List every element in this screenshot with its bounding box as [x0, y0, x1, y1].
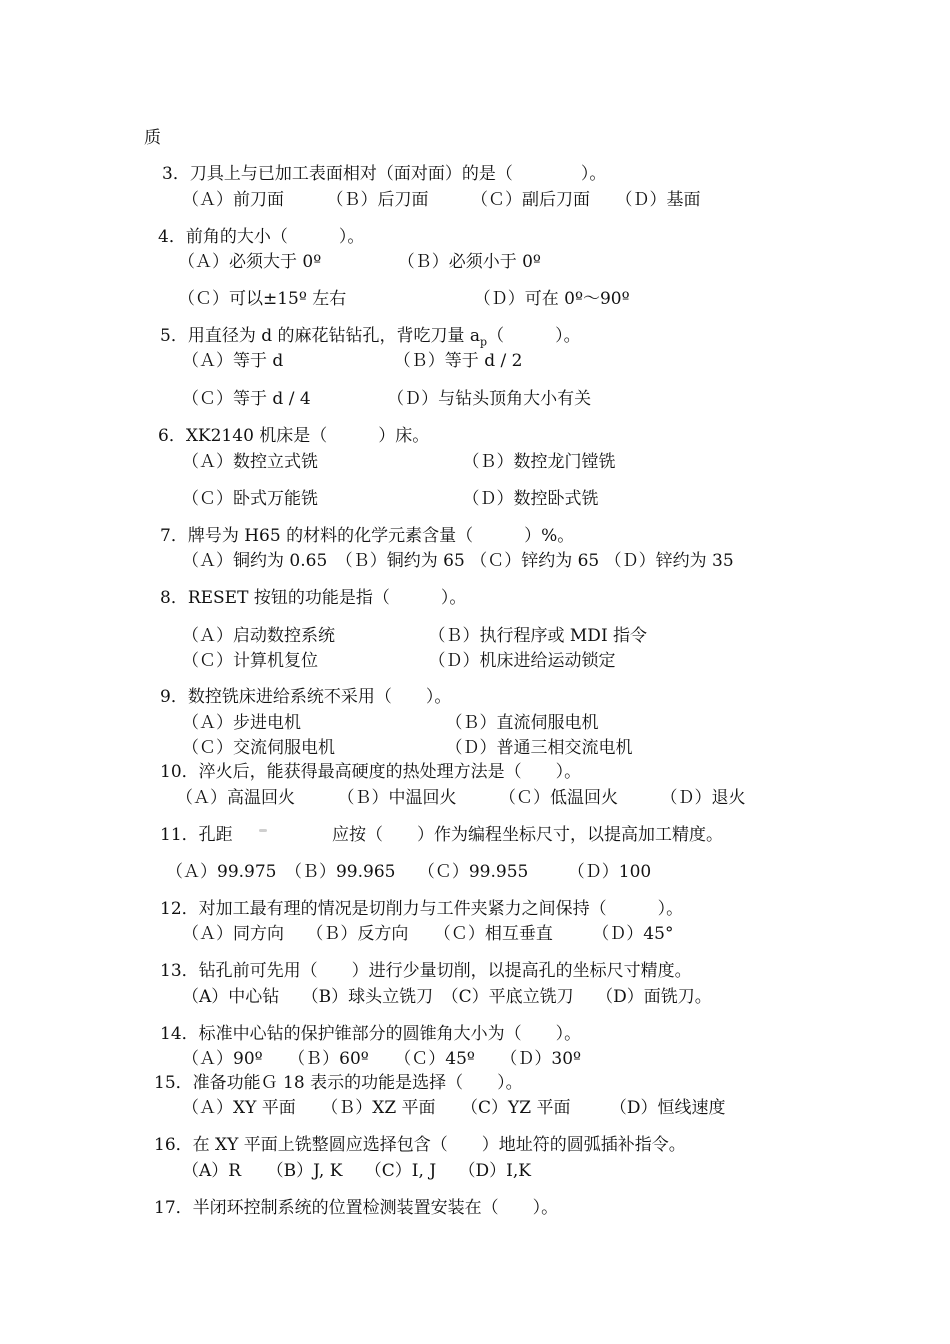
question-10: 10．淬火后，能获得最高硬度的热处理方法是（ ）。: [160, 762, 582, 782]
question-4-options-cd: （Ｃ）可以±15º 左右 （Ｄ）可在 0º～90º: [178, 289, 630, 309]
question-9: 9．数控铣床进给系统不采用（ ）。: [160, 687, 452, 707]
question-13-options: （A）中心钻 （B）球头立铣刀 （C）平底立铣刀 （D）面铣刀。: [182, 987, 712, 1007]
question-7: 7．牌号为 H65 的材料的化学元素含量（ ）%。: [160, 526, 575, 546]
question-12: 12．对加工最有理的情况是切削力与工件夹紧力之间保持（ ）。: [160, 899, 684, 919]
question-14-options: （Ａ）90º （Ｂ）60º （Ｃ）45º （Ｄ）30º: [182, 1049, 582, 1069]
question-11-rest: 应按（ ）作为编程坐标尺寸，以提高加工精度。: [332, 825, 723, 845]
question-6: 6．XK2140 机床是（ ）床。: [158, 426, 430, 446]
question-14: 14．标准中心钻的保护锥部分的圆锥角大小为（ ）。: [160, 1024, 582, 1044]
question-17: 17．半闭环控制系统的位置检测装置安装在（ ）。: [154, 1198, 559, 1218]
question-8: 8．RESET 按钮的功能是指（ ）。: [160, 588, 467, 608]
question-11-start: 11．孔距: [160, 825, 233, 845]
question-15: 15．准备功能Ｇ 18 表示的功能是选择（ ）。: [154, 1073, 523, 1093]
question-6-options-ab: （Ａ）数控立式铣 （Ｂ）数控龙门镗铣: [182, 452, 616, 472]
question-8-options-cd: （Ｃ）计算机复位 （Ｄ）机床进给运动锁定: [182, 651, 616, 671]
question-9-options-ab: （Ａ）步进电机 （Ｂ）直流伺服电机: [182, 713, 599, 733]
question-16-options: （A）R （B）J, K （C）I, J （D）I,K: [182, 1161, 531, 1181]
question-7-options: （Ａ）铜约为 0.65 （Ｂ）铜约为 65 （Ｃ）锌约为 65 （Ｄ）锌约为 35: [182, 551, 734, 571]
question-9-options-cd: （Ｃ）交流伺服电机 （Ｄ）普通三相交流电机: [182, 738, 633, 758]
question-5-text: 5．用直径为 d 的麻花钻钻孔，背吃刀量 a: [160, 326, 481, 346]
question-3: 3．刀具上与已加工表面相对（面对面）的是（ ）。: [162, 164, 607, 184]
question-5-options-ab: （Ａ）等于 d （Ｂ）等于 d / 2: [182, 351, 523, 371]
question-5: [160, 326, 581, 352]
question-5-options-cd: （Ｃ）等于 d / 4 （Ｄ）与钻头顶角大小有关: [182, 389, 592, 409]
question-4: 4．前角的大小（ ）。: [158, 227, 365, 247]
question-13: 13．钻孔前可先用（ ）进行少量切削，以提高孔的坐标尺寸精度。: [160, 961, 692, 981]
question-12-options: （Ａ）同方向 （Ｂ）反方向 （Ｃ）相互垂直 （Ｄ）45°: [182, 924, 674, 944]
question-4-options-ab: （Ａ）必须大于 0º （Ｂ）必须小于 0º: [178, 252, 541, 272]
question-15-options: （Ａ）XY 平面 （Ｂ）XZ 平面 （C）YZ 平面 （D）恒线速度: [182, 1098, 726, 1118]
question-5-tail: （ ）。: [487, 326, 581, 346]
question-6-options-cd: （Ｃ）卧式万能铣 （Ｄ）数控卧式铣: [182, 489, 599, 509]
question-16: 16．在 XY 平面上铣整圆应选择包含（ ）地址符的圆弧插补指令。: [154, 1135, 686, 1155]
question-11-options: （Ａ）99.975 （Ｂ）99.965 （Ｃ）99.955 （Ｄ）100: [166, 862, 652, 882]
question-8-options-ab: （Ａ）启动数控系统 （Ｂ）执行程序或 MDI 指令: [182, 626, 648, 646]
subscript-p: p: [480, 335, 488, 349]
question-3-options: （Ａ）前刀面 （Ｂ）后刀面 （Ｃ）副后刀面 （Ｄ）基面: [182, 190, 701, 210]
scan-smudge: [259, 829, 267, 832]
text-line: 质: [144, 128, 161, 148]
question-10-options: （Ａ）高温回火 （Ｂ）中温回火 （Ｃ）低温回火 （Ｄ）退火: [176, 788, 746, 808]
